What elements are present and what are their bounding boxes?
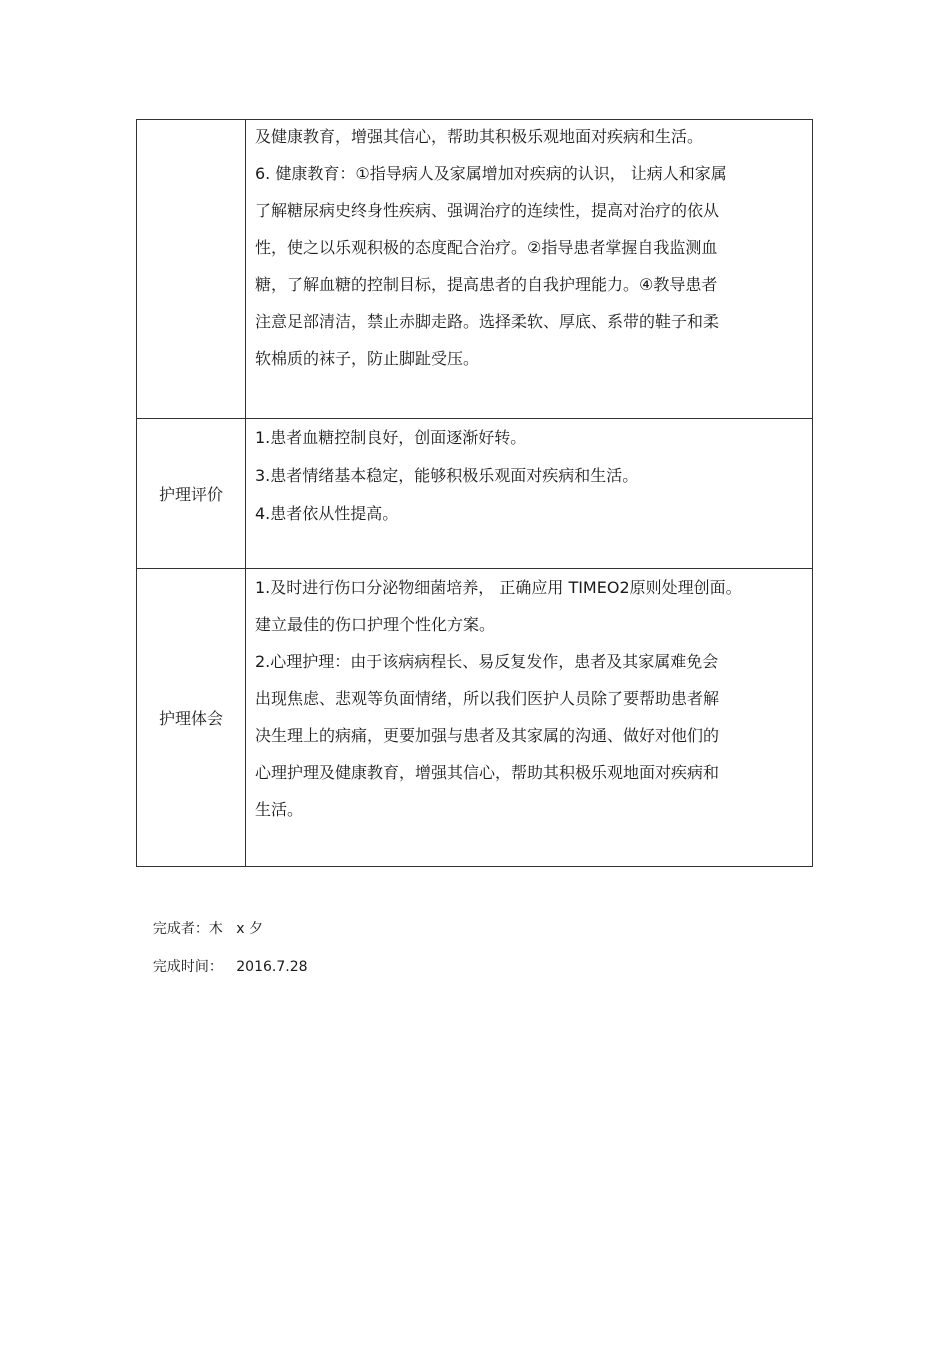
content-line: 建立最佳的伤口护理个性化方案。 — [255, 615, 496, 634]
content-line: 了解糖尿病史终身性疾病、强调治疗的连续性，提高对治疗的依从 — [255, 201, 720, 220]
content-line: 1.患者血糖控制良好，创面逐渐好转。 — [255, 428, 527, 447]
health-education-content — [246, 120, 813, 419]
completion-time-label: 完成时间： — [152, 959, 223, 975]
content-line: 3.患者情绪基本稳定，能够积极乐观面对疾病和生活。 — [255, 466, 639, 485]
nursing-evaluation-content — [246, 419, 813, 569]
table-row-nursing-experience — [137, 569, 813, 867]
completion-time-value: 2016.7.28 — [236, 959, 308, 975]
completer-value: 木 x 夕 — [208, 921, 263, 937]
row-label-nursing-experience: 护理体会 — [137, 569, 246, 867]
content-line: 注意足部清洁，禁止赤脚走路。选择柔软、厚底、系带的鞋子和柔 — [255, 312, 720, 331]
nursing-experience-content — [246, 569, 813, 867]
content-line: 1.及时进行伤口分泌物细菌培养， 正确应用 TIMEO2原则处理创面。 — [255, 578, 742, 597]
content-line: 生活。 — [255, 800, 304, 819]
nursing-record-table — [136, 119, 813, 867]
completer-label: 完成者： — [152, 921, 209, 937]
content-line: 心理护理及健康教育，增强其信心，帮助其积极乐观地面对疾病和 — [255, 763, 720, 782]
completer-line — [144, 902, 263, 938]
content-line: 2.心理护理：由于该病病程长、易反复发作，患者及其家属难免会 — [255, 652, 719, 671]
content-line: 性，使之以乐观积极的态度配合治疗。②指导患者掌握自我监测血 — [255, 238, 718, 257]
table-row-health-education — [137, 120, 813, 419]
content-line: 及健康教育，增强其信心，帮助其积极乐观地面对疾病和生活。 — [255, 127, 704, 146]
content-line: 出现焦虑、悲观等负面情绪，所以我们医护人员除了要帮助患者解 — [255, 689, 720, 708]
content-line: 决生理上的病痛，更要加强与患者及其家属的沟通、做好对他们的 — [255, 726, 720, 745]
content-line: 6. 健康教育：①指导病人及家属增加对疾病的认识， 让病人和家属 — [255, 164, 727, 183]
table-row-nursing-evaluation — [137, 419, 813, 569]
content-line: 软棉质的袜子，防止脚趾受压。 — [255, 349, 480, 368]
content-line: 4.患者依从性提高。 — [255, 504, 399, 523]
completion-time-line — [144, 940, 308, 976]
row-label-nursing-evaluation: 护理评价 — [137, 419, 246, 569]
row-label-empty — [137, 120, 246, 419]
content-line: 糖，了解血糖的控制目标，提高患者的自我护理能力。④教导患者 — [255, 275, 718, 294]
